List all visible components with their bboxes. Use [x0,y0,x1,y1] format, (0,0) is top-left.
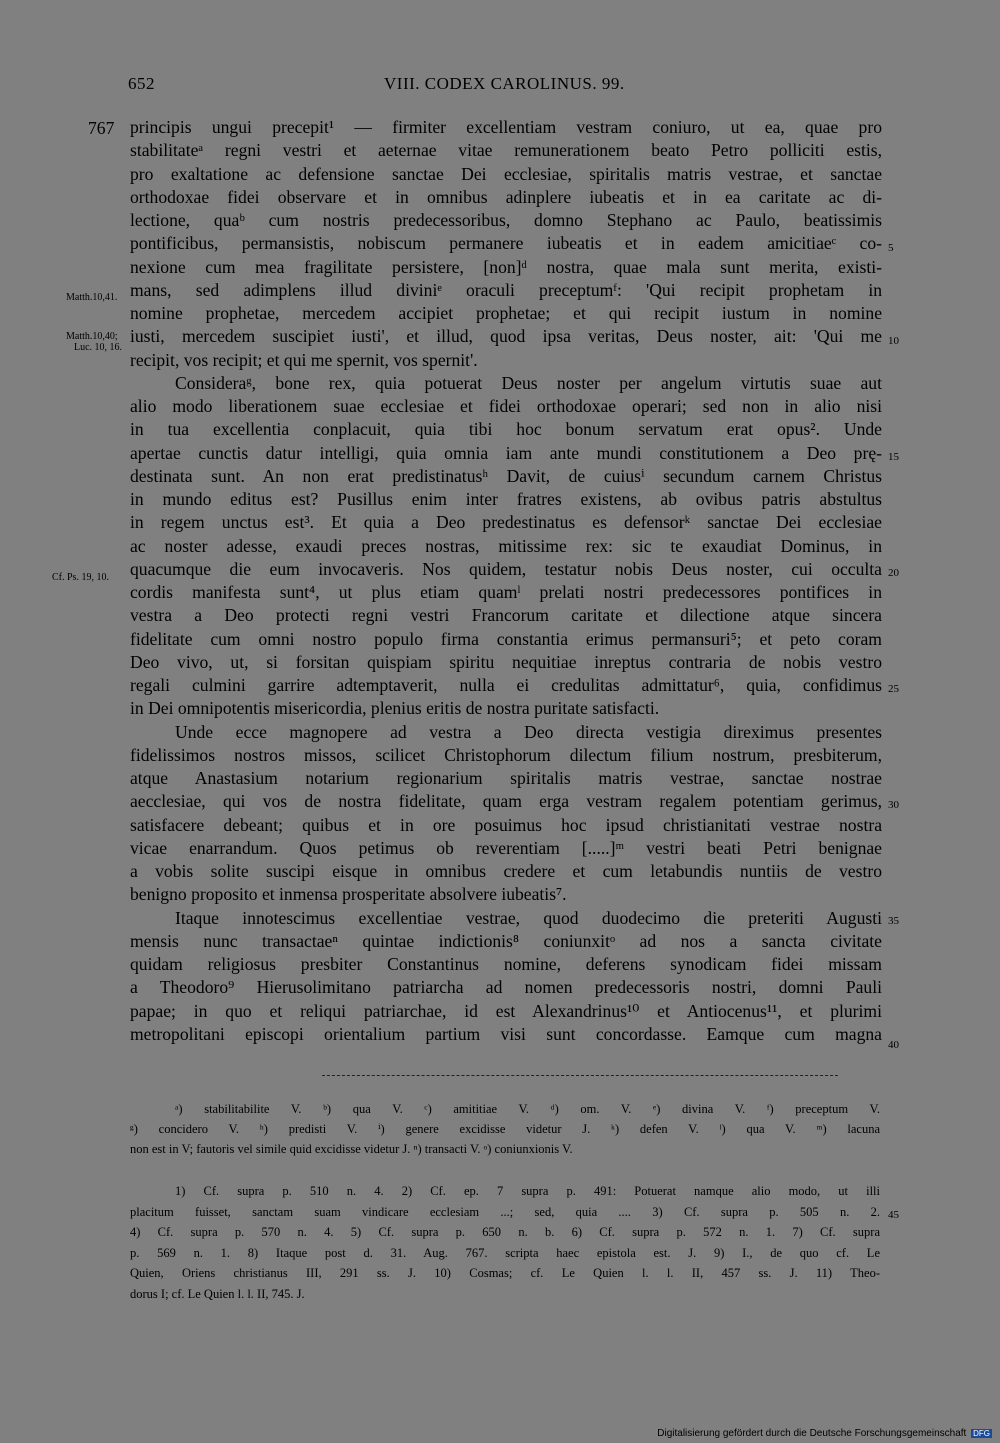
text-line: regali culmini garrire adtemptaverit, nulla ei credulitas admittatur⁶, quia, confidimus [130,675,882,695]
margin-ref: Luc. 10, 16. [74,342,123,353]
text-line: alio modo liberationem suae ecclesiae et fidei orthodoxae operari; sed non in alio nisi [130,396,882,416]
text-line: Consideraᵍ, bone rex, quia potuerat Deus noster per angelum virtutis suae aut [175,372,882,393]
footnote-line: Quien, Oriens christianus III, 291 ss. J. 10) Cosmas; cf. Le Quien l. l. II, 457 ss. J. 11) Theo- [130,1266,880,1280]
text-line: in Dei omnipotentis misericordia, plenius eritis de nostra puritate satisfacti. [130,698,660,719]
text-line: mans, sed adimplens illud diviniᵉ oraculi preceptumᶠ: 'Qui recipit prophetam in [130,279,882,300]
margin-ref: Cf. Ps. 19, 10. [52,572,109,583]
line-number: 45 [888,1209,899,1221]
text-line: aecclesiae, qui vos de nostra fidelitate, quam erga vestram regalem potentiam gerimus, [130,791,882,812]
text-line: mensis nunc transactaeⁿ quintae indictionis⁸ coniunxitᵒ ad nos a sancta civitate [130,930,882,951]
text-line: fidelitate cum omni nostro populo firma constantia erimus permansuri⁵; et peto coram [130,628,882,649]
separator-rule [322,1075,838,1076]
text-line: fidelissimos nostros missos, scilicet Christophorum dilectum filium nostrum, presbiterum, [130,744,882,765]
apparatus-line: ᵃ) stabilitabilite V. ᵇ) qua V. ᶜ) amititiae V. ᵈ) om. V. ᵉ) divina V. ᶠ) preceptum V. [175,1102,880,1116]
text-line: orthodoxae fidei observare et in omnibus adinplere iubeatis et in ea caritate ac di- [130,186,882,207]
text-line: nomine prophetae, mercedem accipiet prophetae; et qui recipit iustum in nomine [130,303,882,323]
text-line: Itaque innotescimus excellentiae vestrae, quod duodecimo die preteriti Augusti [175,907,882,928]
text-line: Unde ecce magnopere ad vestra a Deo directa vestigia direximus presentes [175,721,882,742]
text-line: in tua excellentia conplacuit, quia tibi hoc bonum servatum erat opus². Unde [130,419,882,440]
text-line: vicae enarrandum. Quos petimus ob reverentiam [.....]ᵐ vestri beati Petri benignae [130,837,882,858]
text-line: stabilitateᵃ regni vestri et aeternae vitae remunerationem beato Petro polliciti estis, [130,140,882,161]
footnote-line: 4) Cf. supra p. 570 n. 4. 5) Cf. supra p. 650 n. b. 6) Cf. supra p. 572 n. 1. 7) Cf. supra [130,1225,880,1239]
text-line: papae; in quo et reliqui patriarchae, id est Alexandrinus¹⁰ et Antiocenus¹¹, et plurimi [130,1000,882,1021]
text-line: apertae cunctis datur intelligi, quia omnia iam ante mundi constitutionem a Deo prę- [130,442,882,463]
line-number: 15 [888,451,899,463]
text-line: satisfacere debeant; quibus et in ore posuimus hoc ipsud christianitati vestrae nostra [130,814,882,835]
text-line: atque Anastasium notarium regionarium spiritalis matris vestrae, sanctae nostrae [130,768,882,788]
line-number: 40 [888,1039,899,1051]
margin-ref: Matth.10,41. [66,292,118,303]
apparatus-line: ᵍ) concidero V. ʰ) predisti V. ⁱ) genere excidisse videtur J. ᵏ) defen V. ˡ) qua V. ᵐ) lacuna [130,1122,880,1136]
digitization-credit [657,1428,992,1439]
footnote-line: placitum fuisset, sanctam suam vindicare ecclesiam ...; sed, quia .... 3) Cf. supra p. 505 n. 2. [130,1204,880,1219]
line-number: 5 [888,242,894,254]
line-number: 10 [888,335,899,347]
text-line: quidam religiosus presbiter Constantinus nomine, deferens synodicam fidei missam [130,954,882,974]
text-line: principis ungui precepit¹ — firmiter excellentiam vestram coniuro, ut ea, quae pro [130,117,882,137]
apparatus-line: non est in V; fautoris vel simile quid excidisse videtur J. ⁿ) transacti V. ᵒ) coniunxionis V. [130,1142,573,1156]
credit-text: Digitalisierung gefördert durch die Deutsche Forschungsgemeinschaft [657,1428,967,1439]
text-line: in regem unctus est³. Et quia a Deo predestinatus es defensorᵏ sanctae Dei ecclesiae [130,512,882,533]
text-line: Deo vivo, ut, si forsitan quispiam spiritu nequitiae inreptus contraria de nobis vestro [130,651,882,672]
text-line: pontificibus, permansistis, nobiscum permanere iubeatis et in eadem amicitiaeᶜ co- [130,233,882,254]
footnote-line: 1) Cf. supra p. 510 n. 4. 2) Cf. ep. 7 supra p. 491: Potuerat namque alio modo, ut illi [175,1184,880,1198]
text-line: cordis manifesta sunt⁴, ut plus etiam quamˡ prelati nostri predecessores pontifices in [130,582,882,602]
text-line: in mundo editus est? Pusillus enim inter fratres existens, ab ovibus patris abstultus [130,489,882,509]
text-line: destinata sunt. An non erat predistinatusʰ Davit, de cuiusⁱ secundum carnem Christus [130,465,882,486]
text-line: recipit, vos recipit; et qui me spernit, vos spernit'. [130,349,478,370]
text-line: pro exaltatione ac defensione sanctae Dei ecclesiae, spiritalis matris vestrae, et sanctae [130,163,882,184]
text-line: a Theodoro⁹ Hierusolimitano patriarcha ad nomen predecessoris nostri, domni Pauli [130,977,882,998]
text-line: ac noster adesse, exaudi preces nostras, mitissime rex: sic te exaudiat Dominus, in [130,535,882,556]
text-line: metropolitani episcopi orientalium partium visi sunt concordasse. Eamque cum magna [130,1023,882,1044]
text-line: vestra a Deo protecti regni vestri Francorum caritate et dilectione atque sincera [130,605,882,626]
page-number: 652 [128,74,155,93]
text-line: benigno proposito et inmensa prosperitate absolvere iubeatis⁷. [130,884,567,905]
line-number: 20 [888,567,899,579]
line-number: 35 [888,915,899,927]
text-line: a vobis solite suscipi eisque in omnibus credere et cum letabundis nuntiis de vestro [130,861,882,881]
year-marker: 767 [88,118,115,138]
line-number: 25 [888,683,899,695]
line-number: 30 [888,799,899,811]
text-line: iusti, mercedem suscipiet iusti', et illud, quod ipsa veritas, Deus noster, ait: 'Qui me [130,326,882,347]
footnote-line: p. 569 n. 1. 8) Itaque post d. 31. Aug. 767. scripta haec epistola est. J. 9) I., de quo cf. Le [130,1245,880,1260]
margin-ref: Matth.10,40; [66,331,118,342]
dfg-logo: DFG [973,1429,990,1438]
text-line: lectione, quaᵇ cum nostris predecessoribus, domno Stephano ac Paulo, beatissimis [130,210,882,230]
text-line: nexione cum mea fragilitate persistere, [non]ᵈ nostra, quae mala sunt merita, existi- [130,256,882,277]
footnote-line: dorus I; cf. Le Quien l. l. II, 745. J. [130,1286,305,1301]
text-line: quacumque die eum invocaveris. Nos quidem, testatur nobis Deus noster, cui occulta [130,558,882,579]
running-title: VIII. CODEX CAROLINUS. 99. [384,74,625,93]
